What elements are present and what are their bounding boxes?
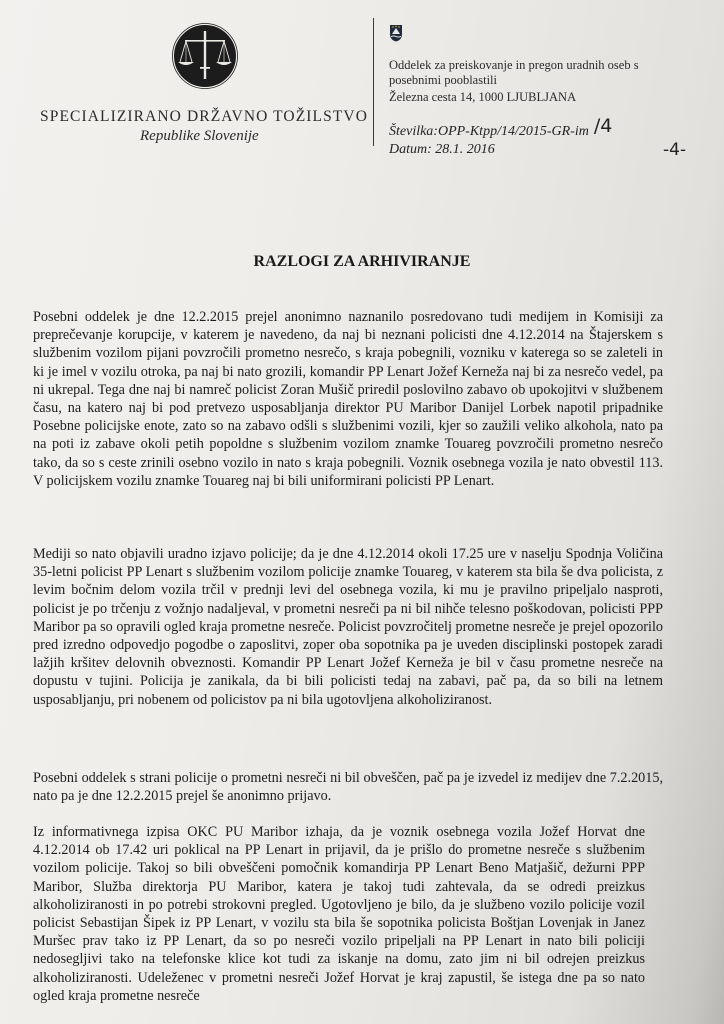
header-divider (373, 18, 374, 146)
page-number-handwritten: -4- (663, 140, 687, 160)
document-date: Datum: 28.1. 2016 (389, 142, 495, 157)
body-paragraph: Mediji so nato objavili uradno izjavo policije; da je dne 4.12.2014 okoli 17.25 ure v naselju Spodnja Voličina 35-letni policist PP Lenart s službenim vozilom policije znamke Touareg, v katerem sta bila še dva policista, z levim bočnim delom vozila trčil v prednji levi del osebnega vozila, ki mu je pravilno pripeljalo nasproti, policist je po trčenju z vožnjo nadaljeval, v prometni nesreči pa ni bil nihče telesno poškodovan, policisti PPP Maribor pa so opravili ogled kraja prometne nesreče. Policist povzročitelj prometne nesreče je prejel opozorilo pred izredno odpovedjo pogodbe o zaposlitvi, zoper oba sopotnika pa je uveden disciplinski postopek zaradi lažjih kršitev delovnih obveznosti. Komandir PP Lenart Jožef Kerneža je bil v času prometne nesreče na dopustu v tujini. Policija je zanikala, da bi bili policisti tedaj na zabavi, pač pa, da so bili na letnem usposabljanju, pri nobenem od policistov pa ni bila ugotovljena alkoholiziranost. (33, 546, 663, 708)
department-name: Oddelek za preiskovanje in pregon uradnih oseb s posebnimi pooblastili (389, 58, 639, 87)
body-paragraph: Posebni oddelek s strani policije o prometni nesreči ni bil obveščen, pač pa je izvedel iz medijev dne 7.2.2015, nato pa je dne 12.2.2015 prejel še anonimno prijavo. (33, 770, 663, 805)
slovenia-coat-of-arms-icon (389, 24, 403, 42)
department-address: Železna cesta 14, 1000 LJUBLJANA (389, 90, 577, 104)
reference-number-text: Številka:OPP-Ktpp/14/2015-GR-im (389, 124, 589, 139)
document-title: RAZLOGI ZA ARHIVIRANJE (253, 253, 471, 270)
scales-of-justice-emblem-icon (172, 23, 238, 89)
office-name: SPECIALIZIRANO DRŽAVNO TOŽILSTVO (40, 108, 368, 125)
reference-number (389, 115, 613, 140)
body-paragraph: Iz informativnega izpisa OKC PU Maribor izhaja, da je voznik osebnega vozila Jožef Horvat dne 4.12.2014 ob 17.42 uri poklical na PP Lenart in prijavil, da je prišlo do prometne nesreče s službenim vozilom policije. Takoj so bili obveščeni pomočnik komandirja PP Lenart Beno Matjašič, dežurni PPP Maribor, Služba direktorja PU Maribor, katera je takoj tudi zahtevala, da se odredi preizkus alkoholiziranosti in po potrebi strokovni pregled. Ugotovljeno je bilo, da je službeno vozilo policije vozil policist Sebastijan Šipek iz PP Lenart, v vozilu sta bila še sopotnika policista Boštjan Lovenjak in Janez Muršec prav tako iz PP Lenart, da so po nesreči vozilo pripeljali na PP Lenart in nato bili policiji nedosegljivi tako na telefonske klice kot tudi za iskanje na domu, zato jim ni bil odrejen preizkus alkoholiziranosti. Udeleženec v prometni nesreči Jožef Horvat je kraj zapustil, še istega dne pa so nato ogled kraja prometne nesreče (33, 824, 645, 1004)
office-subtitle: Republike Slovenije (140, 128, 259, 144)
reference-handwritten-annotation: /4 (593, 115, 613, 137)
body-paragraph: Posebni oddelek je dne 12.2.2015 prejel anonimno naznanilo posredovano tudi medijem in Komisiji za preprečevanje korupcije, v katerem je navedeno, da naj bi neznani policisti dne 4.12.2014 na Štajerskem s službenim vozilom pijani povzročili prometno nesrečo, s kraja pobegnili, vozniku v katerega so se zaleteli in ki je imel v vozilu otroka, pa naj bi nato grozili, komandir PP Lenart Jožef Kerneža naj bi za nesrečo vedel, pa ni ukrepal. Tega dne naj bi namreč policist Zoran Mušič priredil poslovilno zabavo ob upokojitvi v službenem času, na katero naj bi pod pretvezo usposabljanja direktor PU Maribor Danijel Lorbek napotil pripadnike Posebne policijske enote, zato so na zabavo odšli s službenimi vozili, kjer so zaužili veliko alkohola, nato pa na poti iz zabave okoli petih popoldne s službenim vozilom znamke Touareg povzročili prometno nesrečo tako, da so s ceste zrinili osebno vozilo in nato s kraja pobegnili. Voznik osebnega vozila je nato obvestil 113. V policijskem vozilu znamke Touareg naj bi bili uniformirani policisti PP Lenart. (33, 309, 663, 489)
